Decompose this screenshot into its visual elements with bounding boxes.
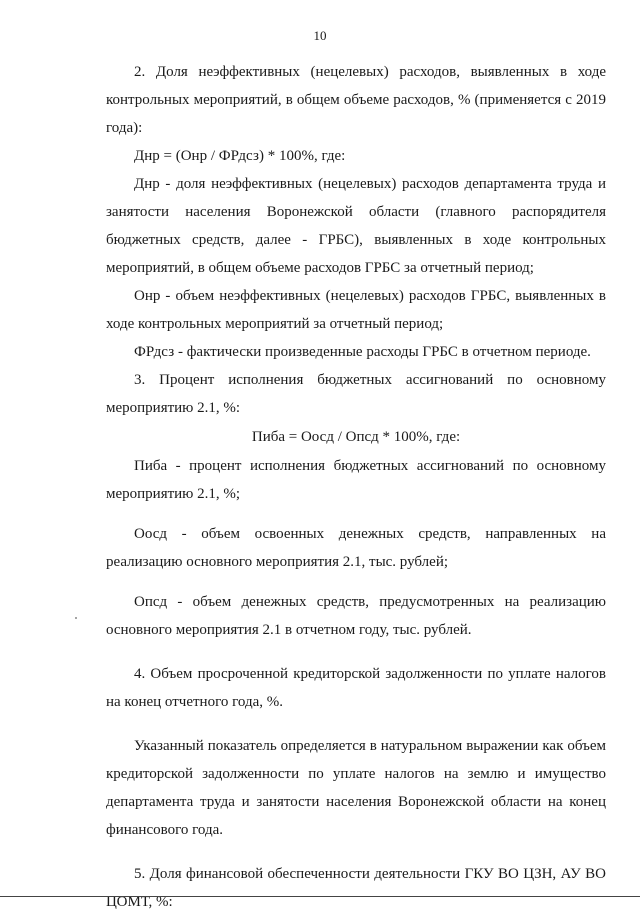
paragraph-indicator-2: 2. Доля неэффективных (нецелевых) расходов, выявленных в ходе контрольных мероприятий, в общем объеме расходов, % (применяется с 2019 года):: [106, 64, 606, 136]
definition-opsd: Опсд - объем денежных средств, предусмотренных на реализацию основного мероприятия 2.1 в отчетном году, тыс. рублей.: [106, 594, 606, 638]
formula-piba: Пиба = Оосд / Опсд * 100%, где:: [251, 429, 461, 445]
paragraph-indicator-3: 3. Процент исполнения бюджетных ассигнований по основному мероприятию 2.1, %:: [106, 372, 606, 416]
definition-onr: Онр - объем неэффективных (нецелевых) расходов ГРБС, выявленных в ходе контрольных мероприятий за отчетный период;: [106, 288, 606, 332]
page-number: 10: [313, 28, 327, 43]
paragraph-indicator-4-description: Указанный показатель определяется в натуральном выражении как объем кредиторской задолженности по уплате налогов на землю и имущество департамента труда и занятости населения Воронежской области на конец финансового года.: [106, 738, 606, 838]
scan-mark: [75, 617, 77, 619]
page-bottom-edge: [0, 896, 640, 897]
definition-piba: Пиба - процент исполнения бюджетных ассигнований по основному мероприятию 2.1, %;: [106, 458, 606, 502]
paragraph-indicator-5: 5. Доля финансовой обеспеченности деятельности ГКУ ВО ЦЗН, АУ ВО ЦОМТ, %:: [106, 866, 606, 910]
formula-dnr: Днр = (Онр / ФРдсз) * 100%, где:: [134, 148, 346, 164]
definition-frdsz: ФРдсз - фактически произведенные расходы ГРБС в отчетном периоде.: [134, 344, 591, 360]
document-body: [106, 58, 606, 916]
definition-oosd: Оосд - объем освоенных денежных средств, направленных на реализацию основного мероприятия 2.1, тыс. рублей;: [106, 526, 606, 570]
paragraph-indicator-4: 4. Объем просроченной кредиторской задолженности по уплате налогов на конец отчетного года, %.: [106, 666, 606, 710]
definition-dnr: Днр - доля неэффективных (нецелевых) расходов департамента труда и занятости населения Воронежской области (главного распорядителя бюджетных средств, далее - ГРБС), выявленных в ходе контрольных мероприятий, в общем объеме расходов ГРБС за отчетный период;: [106, 176, 606, 276]
